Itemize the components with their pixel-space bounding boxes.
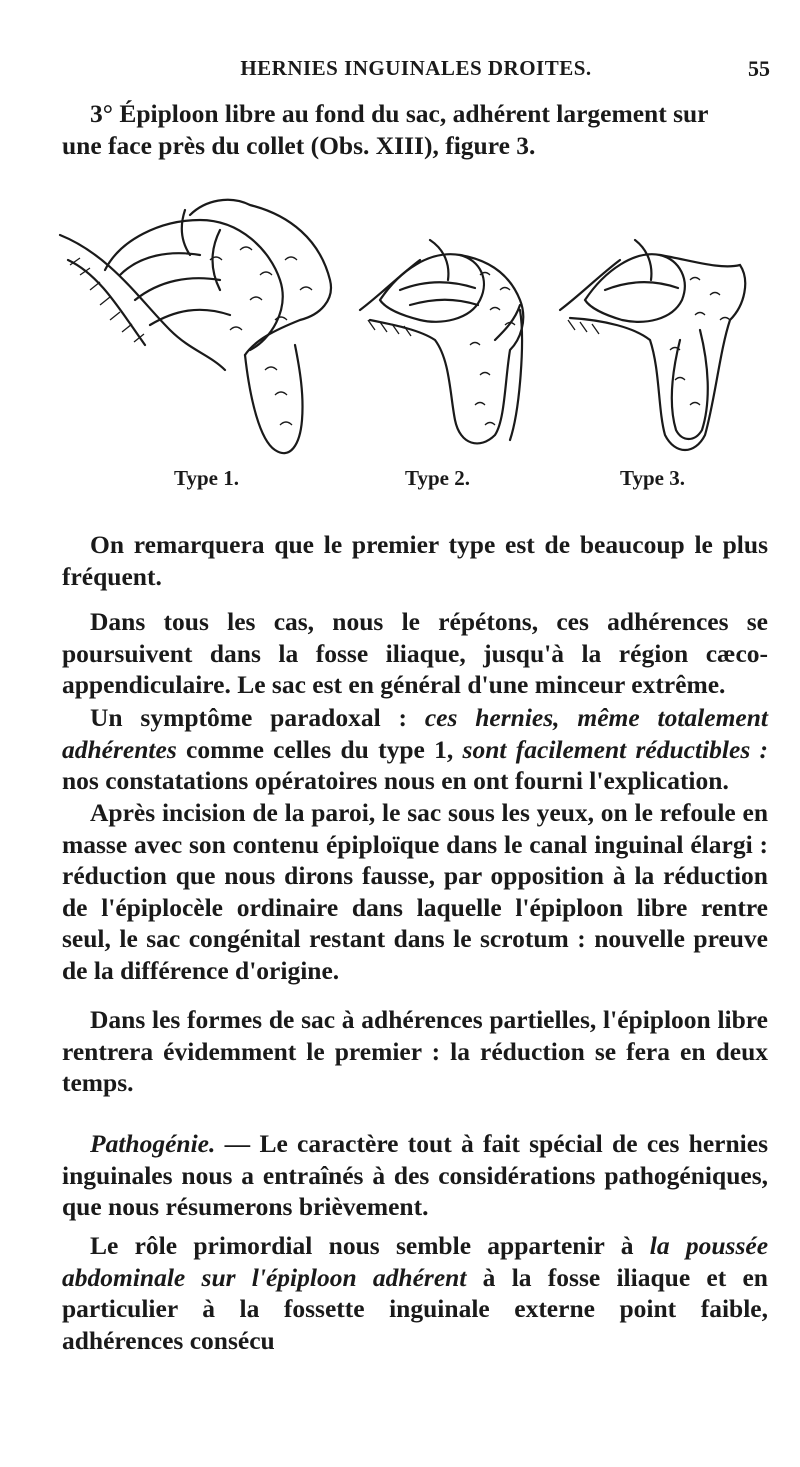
caption-type-3: Type 3. <box>620 466 685 490</box>
page-number: 55 <box>748 56 770 81</box>
caption-type-2: Type 2. <box>405 466 470 490</box>
intro-line-1: 3° Épiploon libre au fond du sac, adhérent largement sur <box>90 99 709 128</box>
running-head <box>62 56 770 86</box>
paragraph-4: Après incision de la paroi, le sac sous les yeux, on le refoule en masse avec son contenu épiploïque dans le canal inguinal élargi : réduction que nous dirons fausse, par opposition à la réduction de l'épiplocèle ordinaire dans laquelle l'épiploon libre rentre seul, le sac congénital restant dans le scrotum : nouvelle preuve de la différence d'origine. <box>62 798 768 985</box>
paragraph-2: Dans tous les cas, nous le répétons, ces adhérences se poursuivent dans la fosse iliaque, jusqu'à la région cæco-appendiculaire. Le sac est en général d'une minceur extrême. <box>62 607 768 699</box>
paragraph-6: Pathogénie. — Le caractère tout à fait spécial de ces hernies inguinales nous a entraînés à des considérations pathogéniques, que nous résumerons brièvement. <box>62 1129 768 1221</box>
running-title: HERNIES INGUINALES DROITES. <box>240 56 592 80</box>
type-3-drawing <box>560 240 745 450</box>
paragraph-5: Dans les formes de sac à adhérences partielles, l'épiploon libre rentrera évidemment le premier : la réduction se fera en deux temps. <box>62 1005 768 1097</box>
hernia-types-figure <box>50 180 770 500</box>
paragraph-3: Un symptôme paradoxal : ces hernies, même totalement adhérentes comme celles du type 1, sont facilement réductibles : nos constatations opératoires nous en ont fourni l'explication. <box>62 703 769 795</box>
paragraph-1: On remarquera que le premier type est de beaucoup le plus fréquent. <box>62 530 768 591</box>
type-2-drawing <box>360 240 523 443</box>
type-1-drawing <box>60 200 331 453</box>
intro-line-2: une face près du collet (Obs. XIII), figure 3. <box>62 130 536 160</box>
intro-paragraph <box>62 98 768 161</box>
caption-type-1: Type 1. <box>174 466 239 490</box>
paragraph-7: Le rôle primordial nous semble appartenir à la poussée abdominale sur l'épiploon adhérent à la fosse iliaque et en particulier à la fossette inguinale externe point faible, adhérences consécu <box>62 1231 769 1355</box>
